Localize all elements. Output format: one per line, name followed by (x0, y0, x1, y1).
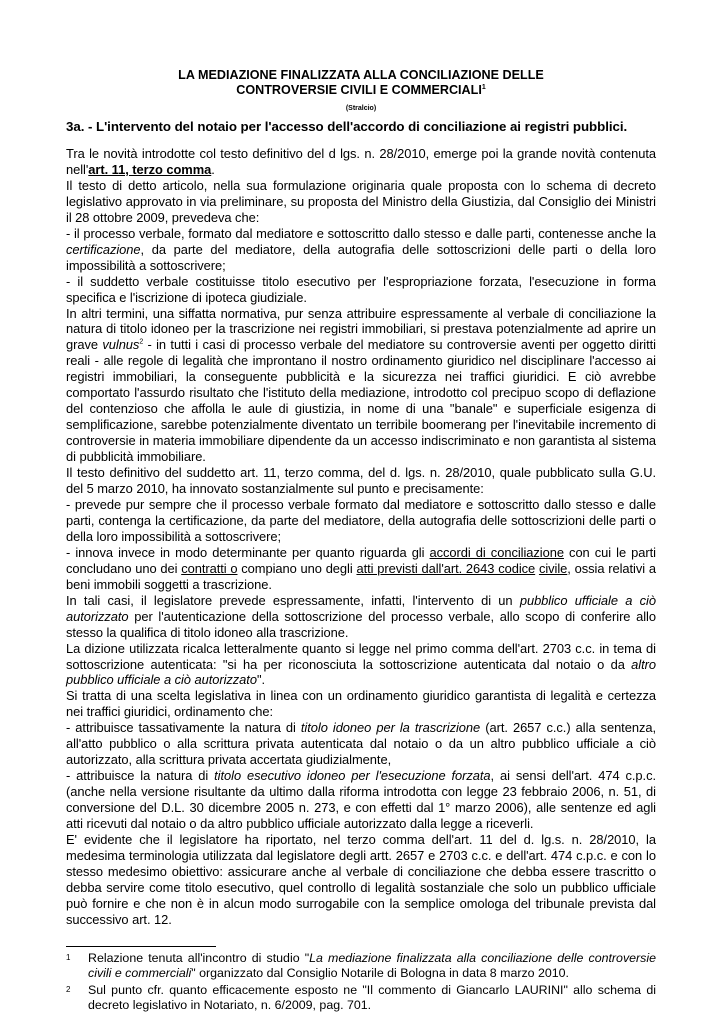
paragraph-3 (66, 226, 656, 274)
link-contratti[interactable]: contratti o (181, 560, 238, 576)
footnote-ref-2[interactable]: 2 (139, 339, 144, 347)
paragraph-7: - prevede pur sempre che il processo verbale formato dal mediatore e sottoscritto dallo stesso e dalle parti, contenga la certificazione, da parte del mediatore, della autografia delle sottoscrizioni delle parti o della loro impossibilità a sottoscrivere; (66, 496, 656, 544)
footnote-number: 1 (66, 952, 71, 962)
subtitle: (Stralcio) (345, 105, 377, 112)
paragraph-5 (66, 306, 656, 466)
text-run: - in tutti i casi di processo verbale del mediatore su controversie aventi per oggetto diritti reali - alle regole di legalità che improntano il nostro ordinamento giuridico nel disciplinare l'accesso ai registri immobiliari, la conseguente pubblicità e la sicurezza nei traffici giuridici. E ciò avrebbe comportato l'assurdo risultato che l'istituto della mediazione, introdotto col precipuo scopo di deflazione del contenzioso che affolla le aule di giustizia, in nome di una "banale" e superficiale esigenza di semplificazione, sarebbe potenzialmente diventato un terribile boomerang per l'inevitabile incremento di controversie in materia immobiliare dipendente da un accesso indiscriminato e non garantista al sistema di pubblicità immobiliare. (66, 337, 657, 465)
text-run: con cui le parti concludano uno dei (66, 544, 656, 576)
paragraph-14: E' evidente che il legislatore ha riportato, nel terzo comma dell'art. 11 del d. lg.s. n. 28/2010, la medesima terminologia utilizzata dal legislatore degli artt. 2657 e 2703 c.c. e dell'art. 474 c.p.c. e con lo stesso medesimo obiettivo: assicurare anche al verbale di conciliazione che debba essere trascritto o debba servire come titolo esecutivo, quel controllo di legalità sostanziale che solo un pubblico ufficiale può fornire e che non è in alcun modo surrogabile con la semplice omologa del tribunale prevista dal successivo art. 12. (66, 831, 656, 927)
text-run: Relazione tenuta all'incontro di studio " (88, 950, 310, 965)
body-text (66, 146, 656, 928)
article-reference: art. 11, terzo comma (88, 161, 212, 177)
italic-term: certificazione (66, 241, 141, 257)
link-civile[interactable]: civile (538, 560, 568, 576)
paragraph-8 (66, 545, 656, 593)
footnote-2 (66, 983, 656, 1014)
italic-term: pubblico ufficiale a ciò autorizzato (66, 592, 656, 624)
italic-term: titolo esecutivo idoneo per l'esecuzione forzata (214, 768, 491, 784)
link-art-2643-codice[interactable]: atti previsti dall'art. 2643 codice (356, 560, 536, 576)
italic-title: La mediazione finalizzata alla conciliazione delle controversie civili e commerciali (88, 950, 657, 981)
paragraph-1 (66, 146, 656, 178)
text-run: Tra le novità introdotte col testo definitivo del d lgs. n. 28/2010, emerge poi la grande novità contenuta nell' (66, 146, 656, 177)
title-line-2 (66, 83, 656, 98)
text-run: In tali casi, il legislatore prevede espressamente, infatti, l'intervento di un (66, 592, 520, 608)
footnote-text (88, 951, 656, 982)
paragraph-9 (66, 593, 656, 641)
text-run: - attribuisce la natura di (66, 768, 215, 784)
title-line-2-text: CONTROVERSIE CIVILI E COMMERCIALI (236, 83, 482, 97)
title-line-1: LA MEDIAZIONE FINALIZZATA ALLA CONCILIAZIONE DELLE (178, 68, 544, 82)
text-run: , ossia relativi a beni immobili soggetti a trascrizione. (66, 560, 656, 592)
text-run: , ai sensi dell'art. 474 c.p.c. (anche nella versione risultante da ultimo dalla riforma introdotta con legge 23 febbraio 2006, n. 51, di conversione del D.L. 30 dicembre 2005 n. 273, e con effetti dal 1° marzo 2006), alle sentenze ed agli atti ricevuti dal notaio o da altro pubblico ufficiale autorizzato dalla legge a riceverli. (66, 768, 656, 832)
paragraph-13 (66, 768, 656, 832)
paragraph-12 (66, 720, 656, 768)
text-run: - innova invece in modo determinante per quanto riguarda gli (66, 544, 430, 560)
footnote-text: Sul punto cfr. quanto efficacemente esposto ne "Il commento di Giancarlo LAURINI" allo schema di decreto legislativo in Notariato, n. 6/2009, pag. 701. (88, 982, 656, 1013)
link-accordi-di-conciliazione[interactable]: accordi di conciliazione (429, 544, 564, 560)
text-run: . (211, 161, 215, 177)
footnote-ref-1[interactable]: 1 (481, 83, 486, 91)
footnote-separator (66, 946, 216, 947)
italic-term: titolo idoneo per la trascrizione (300, 720, 481, 736)
section-heading: 3a. - L'intervento del notaio per l'accesso dell'accordo di conciliazione ai registri pubblici. (66, 119, 628, 134)
italic-term: vulnus (102, 337, 140, 353)
text-run: In altri termini, una siffatta normativa, pur senza attribuire espressamente al verbale di conciliazione la natura di titolo idoneo per la trascrizione nei registri immobiliari, si prestava potenzialmente ad aprire un grave (66, 305, 656, 353)
paragraph-2: Il testo di detto articolo, nella sua formulazione originaria quale proposta con lo schema di decreto legislativo approvato in via preliminare, su proposta del Ministro della Giustizia, dal Consiglio dei Ministri il 28 ottobre 2009, prevedeva che: (66, 177, 656, 225)
text-run: ". (256, 672, 266, 688)
text-run: - il processo verbale, formato dal mediatore e sottoscritto dallo stesso e dalle parti, contenesse anche la (66, 225, 656, 241)
text-run: La dizione utilizzata ricalca letteralmente quanto si legge nel primo comma dell'art. 2703 c.c. in tema di sottoscrizione autenticata: "si ha per riconosciuta la sottoscrizione autenticata dal notaio o da (66, 640, 656, 672)
text-run: per l'autenticazione della sottoscrizione del processo verbale, allo scopo di conferire allo stesso la qualifica di titolo idoneo alla trascrizione. (66, 608, 656, 640)
footnote-1 (66, 951, 656, 982)
paragraph-11: Si tratta di una scelta legislativa in linea con un ordinamento giuridico garantista di legalità e certezza nei traffici giuridici, ordinamento che: (66, 688, 656, 720)
text-run: compiano uno degli (237, 560, 357, 576)
footnote-number: 2 (66, 984, 71, 994)
document-title (66, 68, 656, 98)
text-run: , da parte del mediatore, della autografia delle sottoscrizioni delle parti o della loro impossibilità a sottoscrivere; (66, 241, 656, 273)
text-run: " organizzato dal Consiglio Notarile di Bologna in data 8 marzo 2010. (191, 966, 570, 981)
paragraph-10 (66, 641, 656, 689)
paragraph-4: - il suddetto verbale costituisse titolo esecutivo per l'espropriazione forzata, l'esecuzione in forma specifica e l'iscrizione di ipoteca giudiziale. (66, 273, 656, 305)
paragraph-6: Il testo definitivo del suddetto art. 11, terzo comma, del d. lgs. n. 28/2010, quale pubblicato sulla G.U. del 5 marzo 2010, ha innovato sostanzialmente sul punto e precisamente: (66, 465, 656, 497)
document-page (66, 58, 656, 1014)
text-run: (art. 2657 c.c.) alla sentenza, all'atto pubblico o alla scrittura privata autenticata dal notaio o da un altro pubblico ufficiale a ciò autorizzato, alla scrittura privata accertata giudizialmente, (66, 720, 656, 768)
italic-term: altro pubblico ufficiale a ciò autorizzato (66, 656, 656, 688)
text-run: - attribuisce tassativamente la natura di (66, 720, 301, 736)
